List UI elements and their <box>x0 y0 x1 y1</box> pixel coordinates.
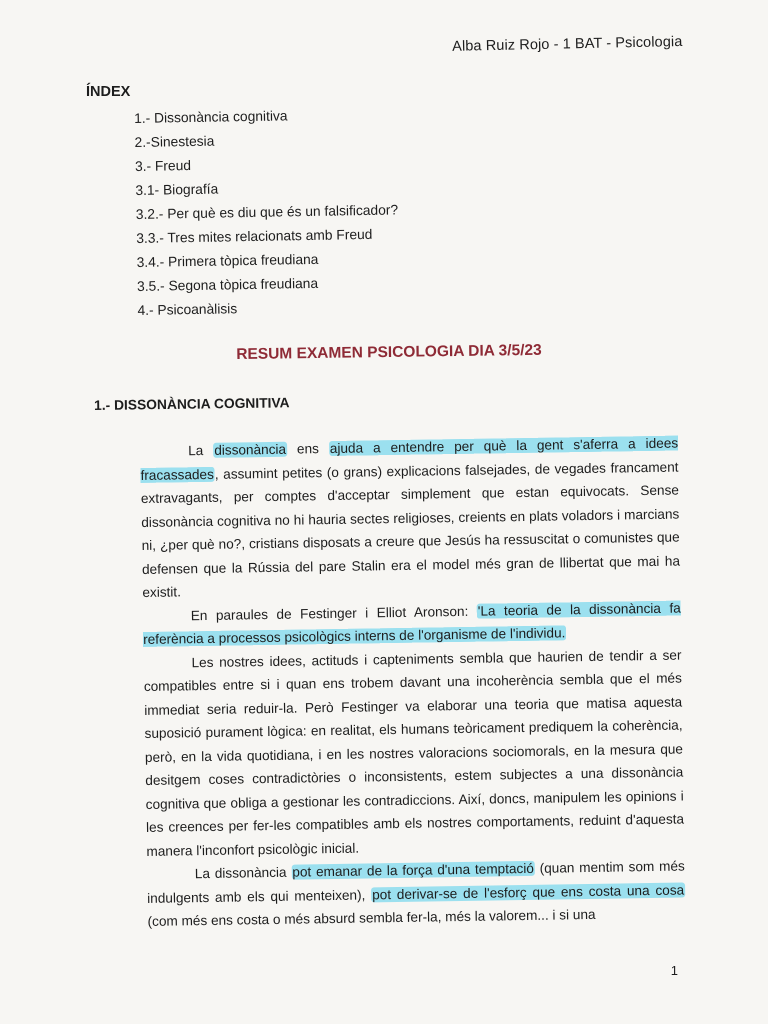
index-item: 4.- Psicoanàlisis <box>137 301 238 318</box>
index-item: 3.3.- Tres mites relacionats amb Freud <box>136 226 373 246</box>
highlighted-text: ajuda a entendre per què la gent s'aferra a idees fracassades <box>140 435 679 483</box>
page-number: 1 <box>670 963 678 978</box>
highlighted-text: 'La teoria de la dissonància fa referència a processos psicològics interns de l'organisme de l'individu. <box>143 600 681 647</box>
index-item: 2.-Sinestesia <box>134 133 215 150</box>
text-run: (quan mentim som més indulgents amb els qui menteixen), <box>147 858 685 906</box>
section-body <box>140 432 686 934</box>
text-run: La <box>188 442 214 459</box>
index-item: 3.1- Biografía <box>135 181 219 198</box>
index-item: 1.- Dissonància cognitiva <box>134 108 288 126</box>
index-item: 3.2.- Per què es diu que és un falsificador? <box>135 202 399 222</box>
paragraph <box>143 643 684 863</box>
highlighted-text: pot emanar de la força d'una temptació <box>292 860 534 880</box>
document-title: RESUM EXAMEN PSICOLOGIA DIA 3/5/23 <box>236 341 542 364</box>
index-title: ÍNDEX <box>86 84 131 100</box>
highlighted-text: dissonància <box>214 441 287 458</box>
text-run: En paraules de Festinger i Elliot Aronson: <box>190 603 477 623</box>
text-run: Les nostres idees, actituds i capteniments sembla que haurien de tendir a ser compatibles entre si i quan ens trobem davant una incoherència sembla que el més immediat seria reduir-la. Però Festinger va elaborar una teoria que matisa aquesta suposició purament lògica: en realitat, els humans teòricament prediquem la coherència, però, en la vida quotidiana, i en les nostres valoracions sociomorals, en la mesura que desitgem coses contradictòries o inconsistents, estem subjectes a una dissonància cognitiva que obliga a gestionar les contradiccions. Així, doncs, manipulem les opinions i les creences per fer-les compatibles amb els nostres comportaments, reduint d'aquesta manera l'inconfort psicològic inicial. <box>143 647 685 859</box>
index-list <box>134 105 400 326</box>
text-run: (com més ens costa o més absurd sembla fer-la, més la valorem... i si una <box>147 906 596 929</box>
highlighted-text: pot derivar-se de l'esforç que ens costa una cosa <box>372 882 685 902</box>
paragraph <box>143 596 682 651</box>
paragraph <box>140 432 681 605</box>
paragraph <box>147 854 686 933</box>
text-run: , assumint petites (o grans) explicacions falsejades, de vegades francament extravagants, per comptes d'acceptar simplement que estan equivocats. Sense dissonància cognitiva no hi hauria sectes religioses, creients en plats voladors i marcians ni, ¿per què no?, cristians disposats a creure que Jesús ha ressuscitat o comunistes que defensen que la Rússia del pare Stalin era el model més gran de llibertat que mai ha existit. <box>140 459 681 600</box>
text-run: ens <box>286 441 329 457</box>
index-item: 3.4.- Primera tòpica freudiana <box>136 251 319 270</box>
index-item: 3.5.- Segona tòpica freudiana <box>136 275 319 294</box>
section-title: 1.- DISSONÀNCIA COGNITIVA <box>94 395 290 413</box>
page-header: Alba Ruiz Rojo - 1 BAT - Psicologia <box>451 34 683 55</box>
index-item: 3.- Freud <box>134 158 192 174</box>
text-run: La dissonància <box>194 864 292 882</box>
